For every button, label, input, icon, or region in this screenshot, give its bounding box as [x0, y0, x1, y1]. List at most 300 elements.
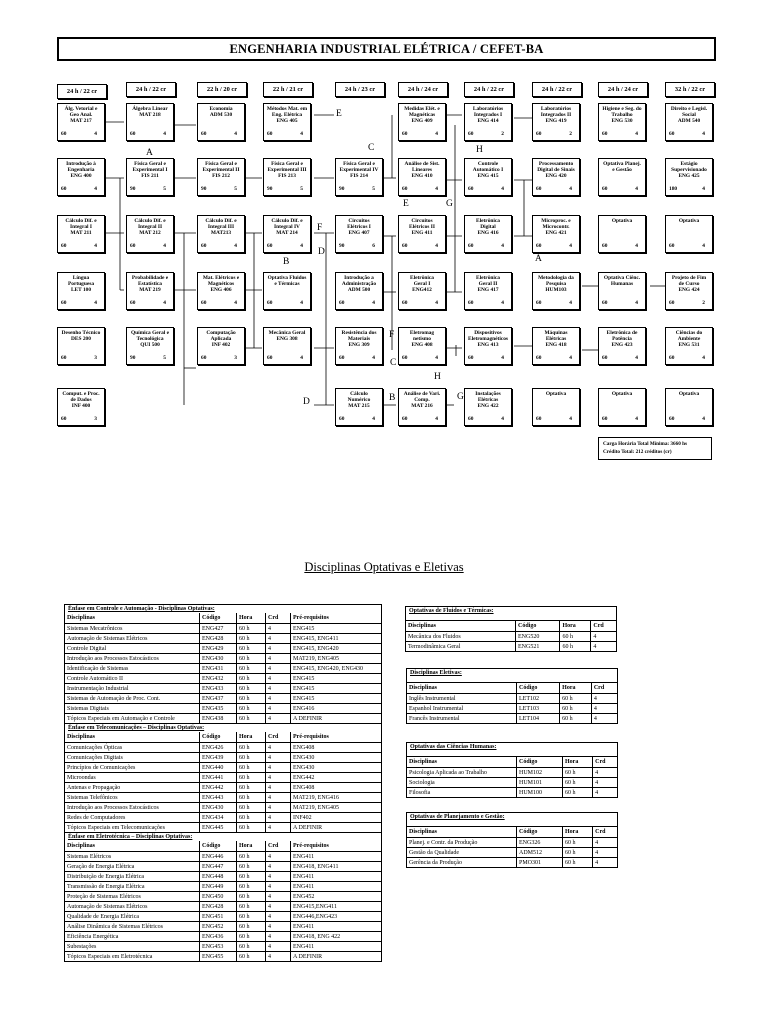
- course-name: Língua Portuguesa LET 100: [67, 275, 95, 294]
- course-box: [57, 327, 105, 365]
- table-cell: 4: [266, 902, 291, 912]
- table-cell: 60 h: [237, 852, 266, 862]
- table-cell: HUM101: [517, 778, 563, 788]
- table-cell: 4: [266, 704, 291, 714]
- course-name: Medidas Elét. e Magnéticas ENG 409: [404, 106, 440, 125]
- table-cell: ENG411: [291, 852, 382, 862]
- table-cell: Mecânica dos Fluidos: [406, 632, 516, 642]
- course-name: Introdução à Engenharia ENG 400: [66, 161, 96, 180]
- course-credits: 4: [94, 130, 97, 137]
- table-row: [407, 714, 617, 724]
- table-cell: Sistemas de Automação de Proc. Cont.: [65, 694, 200, 704]
- table-cell: Transmissão de Energia Elétrica: [65, 882, 200, 892]
- table-cell: 4: [591, 704, 617, 714]
- course-box: [665, 103, 713, 141]
- table-row: [65, 763, 381, 773]
- course-hours: 60: [468, 242, 474, 249]
- course-box: [532, 215, 580, 253]
- table-cell: 60 h: [237, 872, 266, 882]
- col-header: Hora: [563, 827, 593, 838]
- course-hours: 180: [669, 185, 678, 192]
- course-name: Laboratórios Integrados II ENG 419: [540, 106, 572, 125]
- table-cell: HUM102: [517, 768, 563, 778]
- table-cell: ENG435: [200, 704, 237, 714]
- table-cell: Espanhol Instrumental: [407, 704, 517, 714]
- table-cell: 4: [266, 813, 291, 823]
- col-header: Pré-requisitos: [291, 732, 382, 743]
- course-box: [263, 215, 311, 253]
- course-credits: 4: [435, 242, 438, 249]
- course-hours: 60: [130, 242, 136, 249]
- table-row: [65, 783, 381, 793]
- col-header: Código: [200, 841, 237, 852]
- table-row: [407, 848, 617, 858]
- table-row: [65, 952, 381, 962]
- course-hours: 60: [468, 354, 474, 361]
- table-cell: Gerência da Produção: [407, 858, 517, 868]
- humanas-table: [407, 756, 617, 797]
- course-hours: 60: [201, 354, 207, 361]
- course-credits: 4: [94, 299, 97, 306]
- course-credits: 4: [234, 242, 237, 249]
- table-cell: ENG453: [200, 942, 237, 952]
- table-cell: 60 h: [237, 892, 266, 902]
- table-cell: ENG415: [291, 624, 382, 634]
- table-cell: 60 h: [563, 788, 593, 798]
- table-cell: 4: [266, 694, 291, 704]
- table-cell: 4: [591, 632, 616, 642]
- table-cell: 4: [266, 753, 291, 763]
- table-cell: 60 h: [237, 793, 266, 803]
- table-cell: 4: [266, 743, 291, 753]
- course-name: Instalações Elétricas ENG 422: [475, 391, 501, 410]
- table-row: [65, 803, 381, 813]
- course-name: Metodologia da Pesquisa HUM103: [538, 275, 574, 294]
- course-credits: 5: [372, 185, 375, 192]
- course-name: Análise de Vari. Comp. MAT 216: [403, 391, 441, 410]
- table-cell: 4: [266, 674, 291, 684]
- course-credits: 2: [501, 130, 504, 137]
- col-header: Crd: [266, 732, 291, 743]
- course-name: Probabilidade e Estatística MAT 219: [131, 275, 169, 294]
- table-cell: ENG418, ENG 422: [291, 932, 382, 942]
- table-cell: ENG436: [200, 932, 237, 942]
- course-name: Circuitos Elétricos I ENG 407: [347, 218, 371, 237]
- col-header: Hora: [560, 683, 592, 694]
- course-box: [263, 158, 311, 196]
- table-cell: ENG448: [200, 872, 237, 882]
- course-name: Optativa: [678, 218, 700, 224]
- table-cell: Planej. e Contr. da Produção: [407, 838, 517, 848]
- course-name: Controle Automático I ENG 415: [472, 161, 504, 180]
- table-cell: 60 h: [237, 654, 266, 664]
- semester-header: 24 h / 23 cr: [335, 82, 385, 97]
- course-credits: 5: [163, 354, 166, 361]
- course-credits: 5: [234, 185, 237, 192]
- connector-label: B: [283, 257, 290, 267]
- course-box: [464, 158, 512, 196]
- table-cell: Controle Automático II: [65, 674, 200, 684]
- course-credits: 5: [300, 185, 303, 192]
- course-hours: 90: [339, 185, 345, 192]
- table-row: [65, 644, 381, 654]
- table-cell: ENG432: [200, 674, 237, 684]
- table-cell: MAT219, ENG405: [291, 654, 382, 664]
- controle-table: [65, 613, 381, 723]
- table-cell: 4: [593, 788, 617, 798]
- table-cell: 4: [593, 848, 617, 858]
- table-cell: Introdução aos Processos Estocásticos: [65, 803, 200, 813]
- semester-header: 22 h / 20 cr: [197, 82, 247, 97]
- course-box: [464, 215, 512, 253]
- course-hours: 60: [536, 130, 542, 137]
- table-cell: Proteção de Sistemas Elétricos: [65, 892, 200, 902]
- table-row: [65, 753, 381, 763]
- table-cell: INF402: [291, 813, 382, 823]
- table-cell: 4: [266, 644, 291, 654]
- table-row: [65, 942, 381, 952]
- table-cell: Filosofia: [407, 788, 517, 798]
- course-credits: 4: [569, 415, 572, 422]
- summary-line: Crédito Total: 212 créditos (cr): [603, 448, 672, 455]
- table-cell: 60 h: [237, 922, 266, 932]
- col-header: Pré-requisitos: [291, 841, 382, 852]
- col-header: Disciplinas: [407, 683, 517, 694]
- course-box: [398, 103, 446, 141]
- table-cell: ENG450: [200, 892, 237, 902]
- course-name: Optativa Planej. e Gestão: [603, 161, 641, 174]
- col-header: Hora: [237, 613, 266, 624]
- connector-label: C: [390, 358, 397, 368]
- table-row: [407, 768, 617, 778]
- course-credits: 5: [163, 185, 166, 192]
- table-cell: 4: [266, 654, 291, 664]
- course-credits: 4: [435, 185, 438, 192]
- table-cell: ENG438: [200, 714, 237, 724]
- table-cell: 4: [266, 803, 291, 813]
- semester-header: 24 h / 24 cr: [398, 82, 448, 97]
- course-box: [57, 272, 105, 310]
- table-title: Optativas das Ciências Humanas:: [410, 744, 497, 750]
- table-cell: 60 h: [237, 674, 266, 684]
- course-hours: 60: [61, 415, 67, 422]
- col-header: Disciplinas: [406, 621, 516, 632]
- course-hours: 60: [201, 130, 207, 137]
- table-cell: 60 h: [237, 684, 266, 694]
- col-header: Disciplinas: [407, 757, 517, 768]
- course-name: Optativa: [611, 391, 633, 397]
- course-hours: 60: [468, 299, 474, 306]
- col-header: Pré-requisitos: [291, 613, 382, 624]
- table-row: [65, 694, 381, 704]
- course-name: Comput. e Proc. de Dados INF 400: [62, 391, 100, 410]
- course-box: [126, 103, 174, 141]
- course-box: [532, 272, 580, 310]
- course-name: Cálculo Dif. e Integral IV MAT 214: [271, 218, 303, 237]
- table-cell: ENG441: [200, 773, 237, 783]
- course-hours: 60: [536, 299, 542, 306]
- course-name: Processamento Digital de Sinais ENG 420: [537, 161, 575, 180]
- course-name: Dispositivos Eletromagnéticos ENG 413: [467, 330, 509, 349]
- course-hours: 60: [602, 354, 608, 361]
- table-cell: 60 h: [237, 912, 266, 922]
- semester-header: 32 h / 22 cr: [665, 82, 715, 97]
- course-hours: 60: [402, 130, 408, 137]
- course-name: Física Geral e Experimental II FIS 212: [202, 161, 240, 180]
- course-hours: 60: [402, 415, 408, 422]
- table-cell: Geração de Energia Elétrica: [65, 862, 200, 872]
- table-row: [407, 858, 617, 868]
- col-header: Crd: [593, 757, 617, 768]
- course-name: Computação Aplicada INF 402: [206, 330, 236, 349]
- course-hours: 60: [602, 185, 608, 192]
- course-hours: 60: [201, 242, 207, 249]
- table-cell: 60 h: [560, 694, 592, 704]
- table-cell: ENG430: [291, 753, 382, 763]
- table-row: [407, 838, 617, 848]
- course-box: [263, 327, 311, 365]
- table-cell: ENG446: [200, 852, 237, 862]
- course-hours: 90: [339, 242, 345, 249]
- table-cell: LET104: [517, 714, 560, 724]
- course-hours: 60: [536, 242, 542, 249]
- table-cell: 60 h: [560, 632, 591, 642]
- course-name: Direito e Legisl. Social ADM 540: [670, 106, 708, 125]
- table-cell: Sistemas Telefônicos: [65, 793, 200, 803]
- planej-table-box: [406, 812, 618, 868]
- semester-header: 24 h / 24 cr: [598, 82, 648, 97]
- course-hours: 60: [402, 354, 408, 361]
- course-box: [126, 272, 174, 310]
- course-name: Eletrônica Geral I ENG412: [410, 275, 434, 294]
- table-cell: 60 h: [237, 634, 266, 644]
- table-cell: 60 h: [237, 783, 266, 793]
- col-header: Hora: [560, 621, 591, 632]
- connector-label: A: [146, 148, 153, 158]
- course-name: Química Geral e Tecnológica QUI 500: [130, 330, 170, 349]
- table-cell: 4: [266, 773, 291, 783]
- course-credits: 4: [163, 242, 166, 249]
- table-row: [407, 778, 617, 788]
- table-row: [65, 743, 381, 753]
- table-cell: 4: [266, 922, 291, 932]
- table-cell: ENG416: [291, 704, 382, 714]
- course-credits: 4: [300, 130, 303, 137]
- connector-label: C: [368, 143, 375, 153]
- table-cell: ENG455: [200, 952, 237, 962]
- table-cell: 60 h: [560, 704, 592, 714]
- table-cell: 4: [266, 882, 291, 892]
- table-cell: ENG430: [200, 803, 237, 813]
- table-cell: ENG411: [291, 882, 382, 892]
- table-row: [65, 932, 381, 942]
- table-cell: ENG427: [200, 624, 237, 634]
- table-cell: 60 h: [237, 882, 266, 892]
- course-hours: 60: [669, 242, 675, 249]
- table-cell: ENG428: [200, 902, 237, 912]
- table-cell: Antenas e Propagação: [65, 783, 200, 793]
- table-cell: Francês Instrumental: [407, 714, 517, 724]
- table-cell: ENG426: [200, 743, 237, 753]
- course-credits: 4: [702, 185, 705, 192]
- course-box: [598, 103, 646, 141]
- table-cell: ENG411: [291, 872, 382, 882]
- table-cell: ENG415: [291, 684, 382, 694]
- course-box: [398, 215, 446, 253]
- course-box: [464, 327, 512, 365]
- table-cell: 60 h: [237, 862, 266, 872]
- course-box: [398, 158, 446, 196]
- course-credits: 4: [300, 242, 303, 249]
- course-credits: 4: [234, 299, 237, 306]
- eletro-table: [65, 841, 381, 961]
- course-hours: 60: [61, 130, 67, 137]
- course-name: Laboratórios Integrados I ENG 414: [472, 106, 504, 125]
- table-cell: 4: [266, 634, 291, 644]
- course-credits: 4: [635, 354, 638, 361]
- table-cell: 4: [266, 763, 291, 773]
- course-name: Eletrônica de Potência ENG 423: [606, 330, 638, 349]
- table-row: [65, 704, 381, 714]
- table-cell: ENG415: [291, 674, 382, 684]
- course-name: Projeto de Fim de Curso ENG 424: [671, 275, 707, 294]
- table-title: Optativas de Fluidos e Térmicas:: [409, 608, 494, 614]
- table-row: [65, 862, 381, 872]
- course-hours: 60: [339, 415, 345, 422]
- table-cell: 60 h: [563, 838, 593, 848]
- table-cell: ENG440: [200, 763, 237, 773]
- table-cell: ENG429: [200, 644, 237, 654]
- table-cell: ADM512: [517, 848, 563, 858]
- course-box: [197, 327, 245, 365]
- course-hours: 60: [339, 299, 345, 306]
- course-box: [665, 158, 713, 196]
- col-header: Crd: [266, 841, 291, 852]
- table-cell: Análise Dinâmica de Sistemas Elétricos: [65, 922, 200, 932]
- course-hours: 60: [201, 299, 207, 306]
- table-cell: Sistemas Digitais: [65, 704, 200, 714]
- table-cell: 60 h: [237, 803, 266, 813]
- course-box: [335, 327, 383, 365]
- table-row: [406, 642, 616, 652]
- table-cell: Sociologia: [407, 778, 517, 788]
- course-box: [197, 103, 245, 141]
- table-cell: LET102: [517, 694, 560, 704]
- table-cell: 4: [266, 872, 291, 882]
- table-row: [407, 704, 617, 714]
- table-cell: 60 h: [237, 823, 266, 833]
- table-cell: Sistemas Elétricos: [65, 852, 200, 862]
- course-box: [665, 327, 713, 365]
- course-credits: 4: [501, 415, 504, 422]
- summary-box: [598, 437, 712, 460]
- table-title: Ênfase em Telecomunicações – Disciplinas Optativas:: [65, 723, 381, 732]
- table-cell: Tópicos Especiais em Automação e Controle: [65, 714, 200, 724]
- course-box: [532, 327, 580, 365]
- course-credits: 4: [435, 354, 438, 361]
- table-row: [65, 872, 381, 882]
- course-name: Optativa: [678, 391, 700, 397]
- col-header: Crd: [591, 683, 617, 694]
- course-name: Mecânica Geral ENG 308: [268, 330, 306, 343]
- table-row: [65, 852, 381, 862]
- table-row: [65, 922, 381, 932]
- table-cell: 4: [591, 714, 617, 724]
- course-credits: 4: [569, 299, 572, 306]
- course-credits: 4: [300, 354, 303, 361]
- table-cell: 60 h: [237, 704, 266, 714]
- course-credits: 4: [635, 130, 638, 137]
- connector-label: E: [336, 109, 342, 119]
- course-credits: 3: [234, 354, 237, 361]
- course-credits: 6: [372, 242, 375, 249]
- course-hours: 60: [468, 415, 474, 422]
- table-row: [65, 793, 381, 803]
- table-cell: 60 h: [237, 773, 266, 783]
- course-box: [464, 103, 512, 141]
- course-credits: 4: [372, 299, 375, 306]
- col-header: Hora: [237, 732, 266, 743]
- table-cell: A DEFINIR: [291, 952, 382, 962]
- connector-label: G: [446, 199, 453, 209]
- semester-header: 24 h / 22 cr: [57, 84, 107, 99]
- course-credits: 4: [94, 185, 97, 192]
- course-box: [598, 272, 646, 310]
- fluidos-table-box: [405, 606, 617, 652]
- table-cell: 4: [591, 694, 617, 704]
- course-name: Resistência dos Materiais ENG 309: [341, 330, 377, 349]
- course-box: [197, 158, 245, 196]
- course-credits: 4: [501, 354, 504, 361]
- course-name: Máquinas Elétricas ENG 418: [544, 330, 568, 349]
- table-cell: Psicologia Aplicada ao Trabalho: [407, 768, 517, 778]
- eletivas-table-box: [406, 668, 618, 724]
- table-cell: Qualidade de Energia Elétrica: [65, 912, 200, 922]
- table-title: Ênfase em Controle e Automação - Disciplinas Optativas:: [68, 606, 215, 612]
- course-hours: 60: [536, 354, 542, 361]
- table-cell: 60 h: [563, 858, 593, 868]
- table-row: [65, 674, 381, 684]
- course-hours: 60: [669, 415, 675, 422]
- table-cell: 60 h: [563, 848, 593, 858]
- course-hours: 60: [536, 185, 542, 192]
- course-credits: 4: [702, 415, 705, 422]
- col-header: Disciplinas: [65, 841, 200, 852]
- course-credits: 4: [702, 242, 705, 249]
- table-cell: 60 h: [560, 714, 592, 724]
- col-header: Código: [517, 827, 563, 838]
- table-cell: Automação de Sistemas Elétricos: [65, 902, 200, 912]
- connector-label: D: [303, 397, 310, 407]
- course-hours: 90: [267, 185, 273, 192]
- table-cell: 4: [266, 932, 291, 942]
- course-hours: 90: [130, 185, 136, 192]
- table-row: [65, 624, 381, 634]
- course-credits: 4: [569, 242, 572, 249]
- course-hours: 60: [267, 130, 273, 137]
- semester-header: 24 h / 22 cr: [126, 82, 176, 97]
- course-box: [464, 388, 512, 426]
- table-cell: Eficiência Energética: [65, 932, 200, 942]
- course-box: [335, 272, 383, 310]
- course-credits: 4: [435, 415, 438, 422]
- col-header: Código: [517, 757, 563, 768]
- table-cell: LET103: [517, 704, 560, 714]
- table-cell: Redes de Computadores: [65, 813, 200, 823]
- col-header: Hora: [563, 757, 593, 768]
- table-row: [65, 684, 381, 694]
- course-box: [126, 158, 174, 196]
